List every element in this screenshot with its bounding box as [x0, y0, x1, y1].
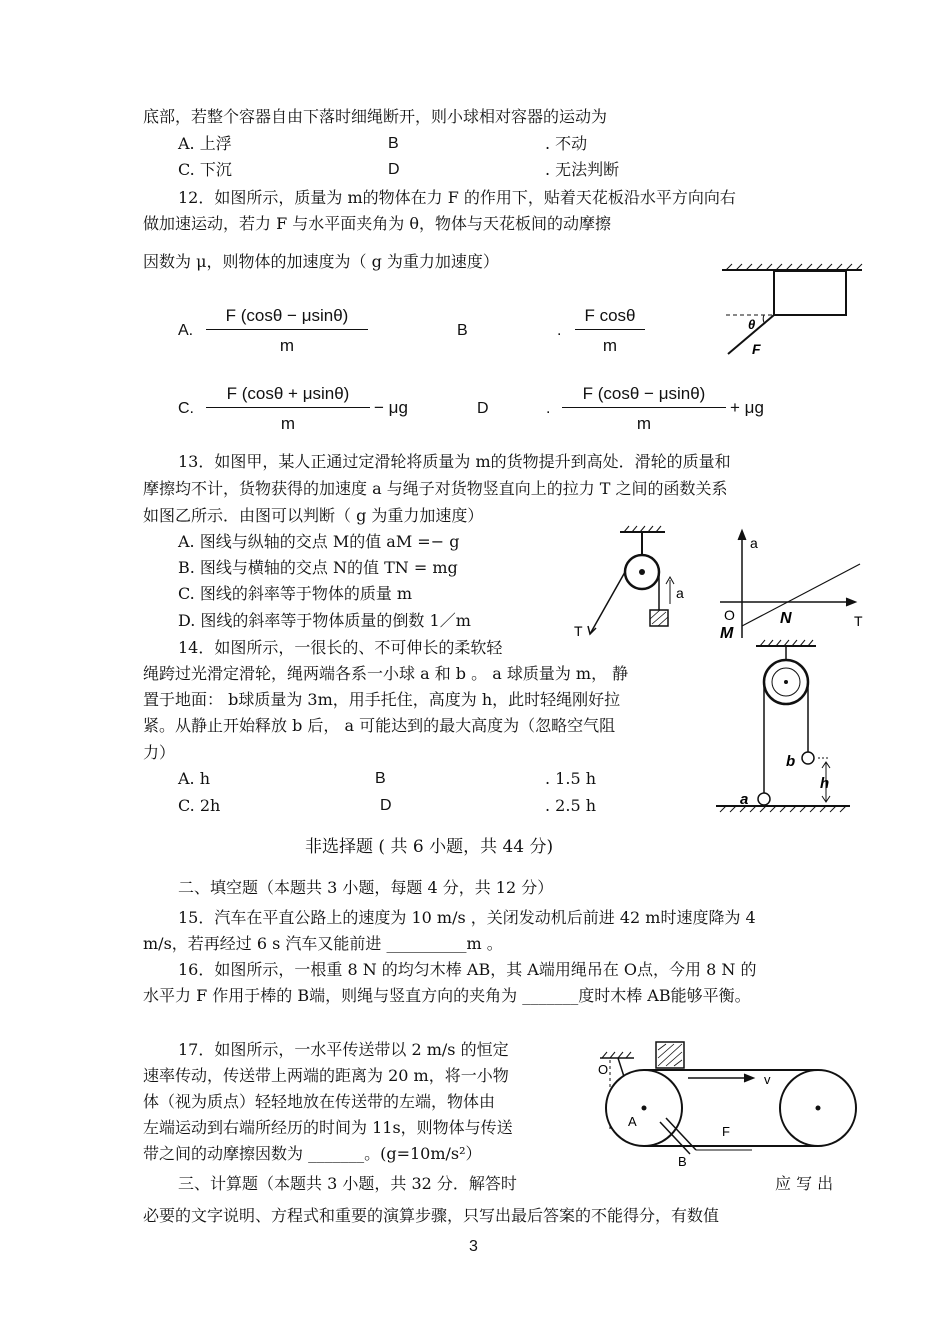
q11-option-b-label: B: [388, 135, 399, 152]
q13-option-c: C. 图线的斜率等于物体的质量 m: [178, 584, 413, 603]
q14-option-d-label: D: [380, 797, 392, 814]
q11-option-d-label: D: [388, 161, 400, 178]
q12-option-a-numerator: F (cosθ − μsinθ): [206, 306, 368, 330]
q12-option-d-tail: + μg: [730, 398, 764, 417]
q14-line4: 紧。从静止开始释放 b 后， a 可能达到的最大高度为（忽略空气阻: [143, 716, 616, 735]
q12-option-a-fraction: [206, 306, 368, 356]
q12-fig-force-label: F: [752, 341, 761, 357]
q12-option-c-fraction: [206, 384, 370, 434]
q13-graph-figure: [712, 526, 882, 646]
q12-option-a-denominator: m: [279, 336, 295, 355]
q12-figure: [718, 262, 868, 362]
q17-line1: 17．如图所示，一水平传送带以 2 m/s 的恒定: [178, 1040, 509, 1059]
q12-option-b-denominator: m: [602, 336, 618, 355]
q12-option-b-fraction: [575, 306, 645, 356]
q14-fig-ball-b: b: [786, 753, 796, 770]
q14-option-c: C. 2h: [178, 796, 221, 815]
q12-option-b-numerator: F cosθ: [575, 306, 645, 330]
q13-graph-origin: O: [724, 607, 735, 623]
q13-line3: 如图乙所示．由图可以判断（ g 为重力加速度）: [143, 506, 484, 525]
section-title: 非选择题 ( 共 6 小题，共 44 分): [305, 837, 554, 857]
q12-option-b-label: B: [457, 322, 468, 339]
q14-option-b: . 1.5 h: [545, 769, 597, 788]
q12-option-b-dot: .: [557, 322, 562, 339]
q14-option-b-label: B: [375, 770, 386, 787]
part2-heading: 二、填空题（本题共 3 小题，每题 4 分，共 12 分）: [178, 878, 554, 897]
q12-option-c-tail: − μg: [374, 398, 408, 417]
q11-option-d: . 无法判断: [545, 160, 620, 179]
part3-line2: 必要的文字说明、方程式和重要的演算步骤，只写出最后答案的不能得分，有数值: [143, 1206, 720, 1225]
q13-line1: 13．如图甲，某人正通过定滑轮将质量为 m的货物提升到高处．滑轮的质量和: [178, 452, 731, 471]
q12-option-d-numerator: F (cosθ − μsinθ): [562, 384, 726, 408]
q13-option-d: D. 图线的斜率等于物体质量的倒数 1／m: [178, 611, 471, 630]
q14-pulley-figure: [710, 636, 860, 818]
q14-option-a: A. h: [178, 769, 211, 788]
q17-fig-point-a: A: [628, 1114, 637, 1129]
q14-line2: 绳跨过光滑定滑轮，绳两端各系一小球 a 和 b 。 a 球质量为 m， 静: [143, 664, 629, 683]
q12-fig-theta: θ: [748, 317, 756, 332]
q16-line2: 水平力 F 作用于棒的 B端，则绳与竖直方向的夹角为 _______度时木棒 AB能够平衡。: [143, 986, 751, 1005]
q12-option-c-numerator: F (cosθ + μsinθ): [206, 384, 370, 408]
q15-line1: 15．汽车在平直公路上的速度为 10 m/s ，关闭发动机后前进 42 m时速度降为 4: [178, 908, 756, 927]
q17-conveyor-figure: [592, 1034, 862, 1174]
q13-line2: 摩擦均不计，货物获得的加速度 a 与绳子对货物竖直向上的拉力 T 之间的函数关系: [143, 479, 728, 498]
q12-option-d-dot: .: [546, 400, 551, 417]
q14-line3: 置于地面： b球质量为 3m，用手托住，高度为 h，此时轻绳刚好拉: [143, 690, 621, 709]
q13-pulley-figure: [570, 522, 700, 644]
q13-fig-accel-label: a: [676, 585, 684, 601]
q14-fig-height: h: [820, 775, 830, 792]
q12-option-d-denominator: m: [636, 414, 652, 433]
q15-line2: m/s，若再经过 6 s 汽车又能前进 __________m 。: [143, 934, 503, 953]
q12-option-d-label: D: [477, 400, 489, 417]
q14-fig-ball-a: a: [740, 791, 749, 808]
q12-option-c-label: C.: [178, 400, 194, 417]
q14-line5: 力）: [143, 743, 176, 762]
q11-option-a: A. 上浮: [178, 134, 232, 153]
q17-line2: 速率传动，传送带上两端的距离为 20 m，将一小物: [143, 1066, 509, 1085]
part3-line1: 三、计算题（本题共 3 小题，共 32 分．解答时: [178, 1174, 517, 1193]
q13-option-a: A. 图线与纵轴的交点 M的值 aM =− g: [178, 532, 460, 551]
page-number: 3: [469, 1238, 478, 1255]
q13-graph-axis-t: T: [854, 613, 863, 629]
q16-line1: 16．如图所示，一根重 8 N 的均匀木棒 AB，其 A端用绳吊在 O点，今用 8 N 的: [178, 960, 757, 979]
q17-fig-velocity: v: [764, 1072, 771, 1087]
part3-line1-tail: 应 写 出: [775, 1174, 834, 1193]
q11-option-b: . 不动: [545, 134, 588, 153]
q11-text: 底部，若整个容器自由下落时细绳断开，则小球相对容器的运动为: [143, 107, 608, 126]
q17-fig-point-b: B: [678, 1154, 687, 1169]
q17-line4: 左端运动到右端所经历的时间为 11s，则物体与传送: [143, 1118, 513, 1137]
q14-option-d: . 2.5 h: [545, 796, 597, 815]
q17-line3: 体（视为质点）轻轻地放在传送带的左端，物体由: [143, 1092, 496, 1111]
q12-option-d-fraction: [562, 384, 726, 434]
q17-fig-force: F: [722, 1124, 730, 1139]
q12-option-c-denominator: m: [280, 414, 296, 433]
q13-fig-tension-label: T: [574, 623, 583, 639]
q13-graph-axis-a: a: [750, 535, 758, 551]
q11-option-c: C. 下沉: [178, 160, 232, 179]
q17-fig-point-o: O: [598, 1062, 609, 1077]
q13-option-b: B. 图线与横轴的交点 N的值 TN = mg: [178, 558, 458, 577]
q12-line1: 12．如图所示，质量为 m的物体在力 F 的作用下，贴着天花板沿水平方向向右: [178, 188, 736, 207]
q13-graph-point-n: N: [780, 610, 792, 627]
q12-line2: 做加速运动，若力 F 与水平面夹角为 θ，物体与天花板间的动摩擦: [143, 214, 611, 233]
q14-line1: 14．如图所示，一很长的、不可伸长的柔软轻: [178, 638, 503, 657]
q17-line5: 带之间的动摩擦因数为 _______。(g=10m/s²）: [143, 1144, 482, 1163]
q12-option-a-label: A.: [178, 322, 194, 339]
q13-graph-point-m: M: [720, 625, 734, 642]
q12-line3: 因数为 μ，则物体的加速度为（ g 为重力加速度）: [143, 252, 499, 271]
